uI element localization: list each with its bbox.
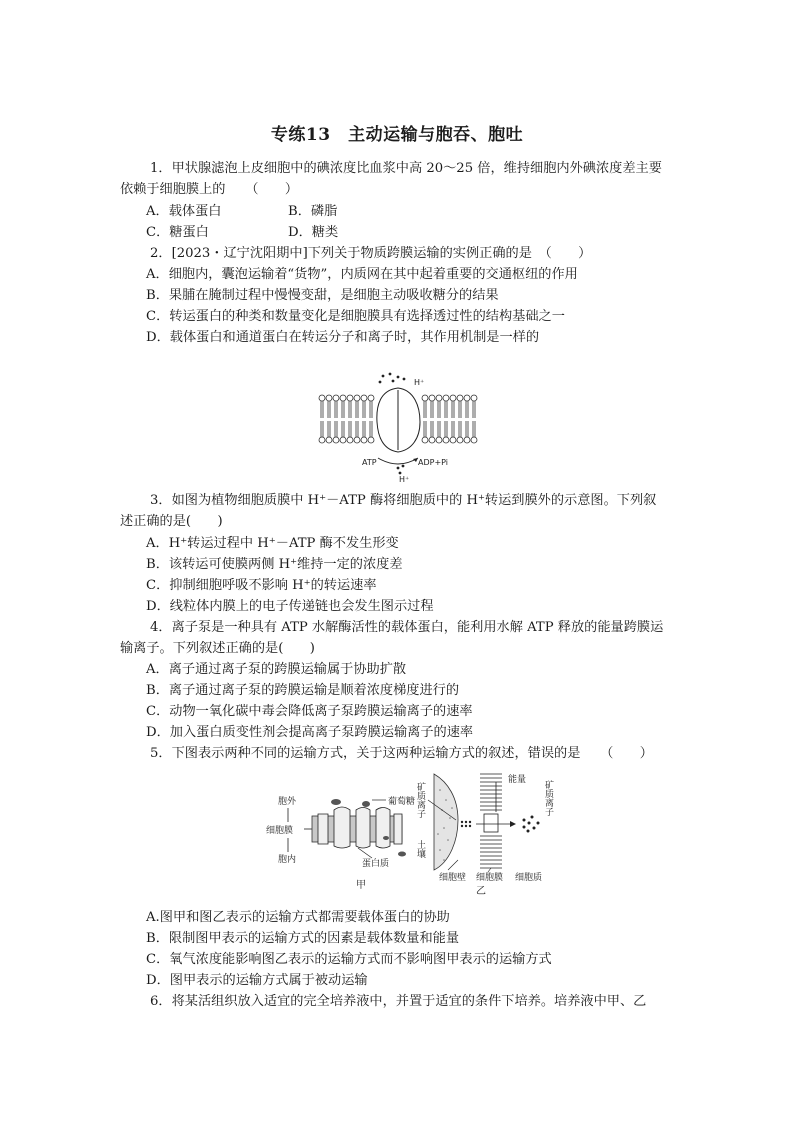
q3-stem-line2: 述正确的是( ): [120, 514, 223, 529]
membrane-label: 细胞膜: [266, 826, 294, 836]
figure-label-yi: 乙: [476, 886, 486, 895]
h-ion-top-label: H⁺: [414, 378, 425, 387]
q4-option-d: D．加入蛋白质变性剂会提高离子泵跨膜运输离子的速率: [146, 725, 474, 740]
q1-option-d: D．糖类: [288, 225, 339, 240]
q2-option-a: A．细胞内，囊泡运输着“货物”，内质网在其中起着重要的交通枢纽的作用: [146, 267, 578, 282]
carrier-channel: [484, 814, 498, 832]
q5-option-a: A.图甲和图乙表示的运输方式都需要载体蛋白的协助: [146, 910, 450, 925]
glucose-label: 葡萄糖: [388, 797, 416, 807]
h-ion-bottom-label: H⁺: [399, 475, 410, 484]
q3-option-d: D．线粒体内膜上的电子传递链也会发生图示过程: [146, 599, 434, 614]
q5-stem: 5．下图表示两种不同的运输方式，关于这两种运输方式的叙述，错误的是 （ ）: [150, 746, 653, 761]
inside-label: 胞内: [278, 855, 297, 865]
figure-label-jia: 甲: [356, 880, 366, 891]
q3-option-b: B．该转运可使膜两侧 H⁺维持一定的浓度差: [146, 557, 403, 572]
soil-label: 土壤: [415, 840, 425, 858]
q2-option-d: D．载体蛋白和通道蛋白在转运分子和离子时，其作用机制是一样的: [146, 330, 540, 345]
q5-option-c: C．氧气浓度能影响图乙表示的运输方式而不影响图甲表示的运输方式: [146, 952, 552, 967]
atp-label: ATP: [362, 458, 377, 467]
q4-option-b: B．离子通过离子泵的跨膜运输是顺着浓度梯度进行的: [146, 683, 460, 698]
protein-label: 蛋白质: [362, 859, 390, 869]
q2-stem: 2．[2023・辽宁沈阳期中]下列关于物质跨膜运输的实例正确的是 （ ）: [150, 246, 592, 261]
q1-stem-line1: 1．甲状腺滤泡上皮细胞中的碘浓度比血浆中高 20～25 倍，维持细胞内外碘浓度差主要: [150, 161, 662, 176]
q3-stem-line1: 3．如图为植物细胞质膜中 H⁺－ATP 酶将细胞质中的 H⁺转运到膜外的示意图。下列叙: [150, 493, 657, 508]
q1-option-b: B．磷脂: [288, 204, 338, 219]
h-atpase-figure: [300, 366, 500, 486]
q1-option-row1: [146, 203, 338, 221]
mineral-ion-cluster: [523, 816, 540, 833]
mineral-ion-left-label: 矿质离子: [415, 782, 425, 818]
lipid-bilayer-left: [319, 395, 374, 443]
transport-modes-figure: [262, 770, 562, 895]
atp-hydrolysis-arrow: [378, 458, 418, 464]
q2-option-b: B．果脯在腌制过程中慢慢变甜，是细胞主动吸收糖分的结果: [146, 288, 499, 303]
mineral-ion-right-label: 矿质离子: [543, 780, 553, 816]
cell-wall-label: 细胞壁: [439, 873, 467, 883]
q5-option-b: B．限制图甲表示的运输方式的因素是载体数量和能量: [146, 931, 460, 946]
q1-stem-line2: 依赖于细胞膜上的 （ ）: [120, 182, 299, 197]
q3-option-c: C．抑制细胞呼吸不影响 H⁺的转运速率: [146, 578, 377, 593]
adp-pi-label: ADP+Pi: [418, 458, 449, 467]
q1-option-c: C．糖蛋白: [146, 225, 209, 240]
lipid-bilayer-right: [422, 395, 477, 443]
q2-option-c: C．转运蛋白的种类和数量变化是细胞膜具有选择透过性的结构基础之一: [146, 309, 565, 324]
q4-option-c: C．动物一氧化碳中毒会降低离子泵跨膜运输离子的速率: [146, 704, 473, 719]
cell-membrane-label: 细胞膜: [476, 873, 504, 883]
page-title: 专练13 主动运输与胞吞、胞吐: [270, 125, 524, 145]
outside-label: 胞外: [278, 797, 297, 807]
q4-option-a: A．离子通过离子泵的跨膜运输属于协助扩散: [146, 662, 407, 677]
energy-label: 能量: [508, 775, 527, 785]
cytoplasm-label: 细胞质: [515, 873, 543, 883]
q4-stem-line2: 输离子。下列叙述正确的是( ): [120, 641, 315, 656]
q3-option-a: A．H⁺转运过程中 H⁺－ATP 酶不发生形变: [146, 536, 399, 551]
q5-option-d: D．图甲表示的运输方式属于被动运输: [146, 973, 368, 988]
cell-wall: [434, 774, 458, 870]
q1-option-a: A．载体蛋白: [146, 204, 222, 219]
q4-stem-line1: 4．离子泵是一种具有 ATP 水解酶活性的载体蛋白，能利用水解 ATP 释放的能量跨膜运: [150, 620, 664, 635]
h-ion-dots-top: [379, 373, 406, 384]
q6-stem-line1: 6．将某活组织放入适宜的完全培养液中，并置于适宜的条件下培养。培养液中甲、乙: [150, 994, 647, 1009]
q1-option-row2: [146, 224, 339, 242]
